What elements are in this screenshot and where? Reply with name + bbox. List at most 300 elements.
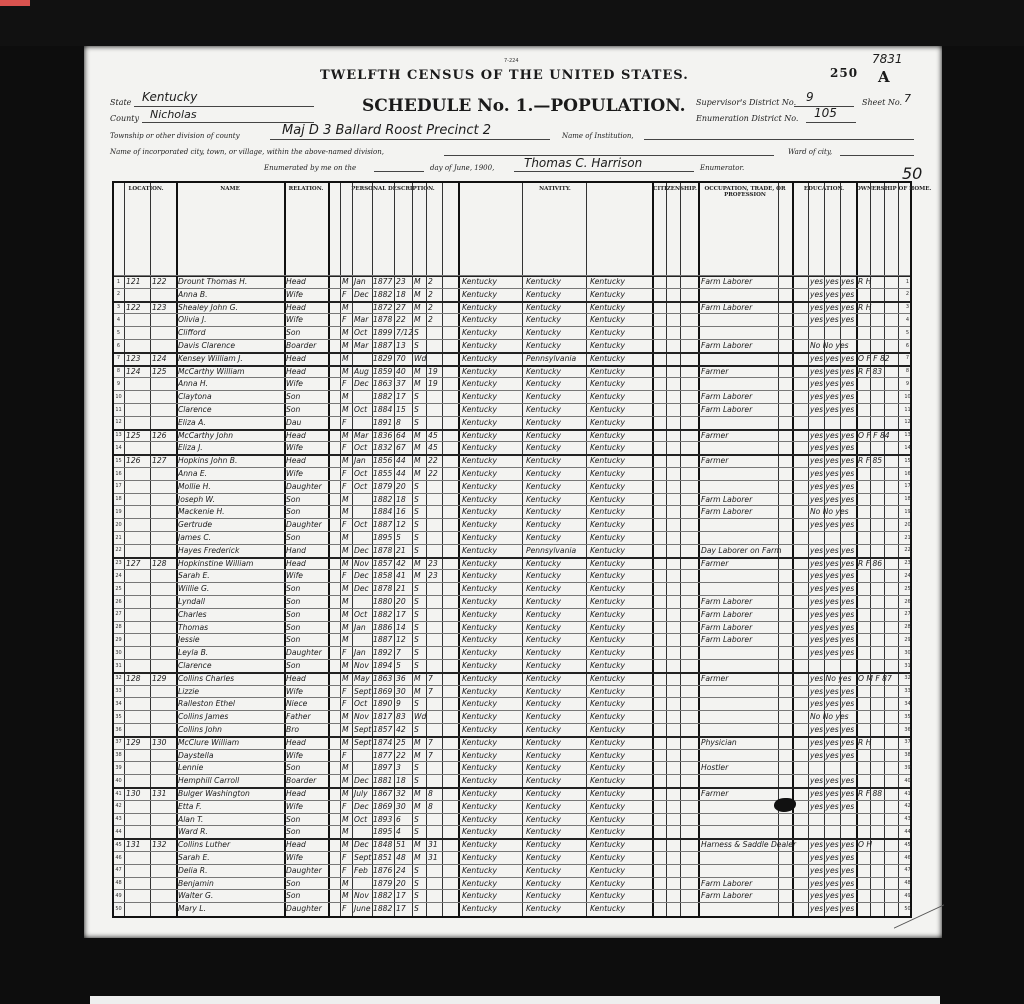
father-birthplace: Kentucky [526,417,562,427]
age: 44 [396,456,406,466]
row-number: 21 [115,534,122,541]
mother-birthplace: Kentucky [590,366,626,376]
marital-status: M [414,430,421,440]
years-married: 8 [428,801,433,811]
occupation: Farm Laborer [701,891,753,901]
person-name: Clarence [178,661,212,670]
years-married: 7 [428,686,433,696]
birthplace: Kentucky [462,699,498,709]
col-group-nativity: NATIVITY. [539,186,571,192]
birthplace: Kentucky [462,302,498,312]
row-rule [114,633,910,634]
home-ownership: R H [858,277,872,286]
birthplace: Kentucky [462,737,498,747]
education: yes yes yes [810,366,855,376]
occupation: Farmer [701,558,729,568]
mother-birthplace: Kentucky [590,840,626,850]
father-birthplace: Kentucky [526,597,562,606]
age: 13 [396,341,406,350]
row-number: 28 [115,624,122,631]
row-number-right: 7 [905,355,910,362]
marital-status: S [414,481,419,491]
age: 7 [396,648,401,658]
birthplace: Kentucky [462,481,498,491]
ward-rule [840,155,914,156]
row-number-right: 49 [904,892,911,899]
education: yes yes yes [810,750,855,760]
sex: M [342,635,349,645]
mother-birthplace: Kentucky [590,648,626,658]
row-number: 1 [116,278,121,285]
marital-status: M [414,789,421,798]
col-group-name: NAME [220,186,240,192]
row-number-right: 37 [904,739,911,746]
row-number: 3 [116,304,121,311]
row-rule [114,723,910,724]
relation: Head [286,430,306,440]
mother-birthplace: Kentucky [590,853,626,862]
birth-month: Feb [354,865,368,875]
sex: M [342,827,349,837]
birth-year: 1878 [373,584,393,594]
form-number: 7-224 [504,58,519,64]
family-number: 126 [152,430,167,440]
years-married: 31 [428,840,438,850]
sex: F [342,853,347,862]
sex: M [342,277,349,286]
birthplace: Kentucky [462,571,498,581]
birth-month: Aug [354,366,369,376]
birth-year: 1879 [373,878,393,888]
sex: M [342,891,349,901]
mother-birthplace: Kentucky [590,814,626,824]
person-name: Anna B. [178,289,208,299]
person-name: Ralleston Ethel [178,699,235,709]
mother-birthplace: Kentucky [590,341,626,350]
birth-year: 1851 [373,853,393,862]
birthplace: Kentucky [462,289,498,299]
education: yes yes yes [810,853,855,862]
birth-year: 1877 [373,277,393,286]
person-name: Drount Thomas H. [178,277,248,286]
mother-birthplace: Kentucky [590,635,626,645]
marital-status: Wd [414,353,427,363]
years-married: 31 [428,853,438,862]
mother-birthplace: Kentucky [590,878,626,888]
marital-status: S [414,648,419,658]
mother-birthplace: Kentucky [590,622,626,632]
enumerator-label: Enumerator. [700,164,745,172]
birth-month: Mar [354,430,369,440]
enumerator-name: Thomas C. Harrison [524,156,643,170]
years-married: 7 [428,737,433,747]
father-birthplace: Kentucky [526,648,562,658]
sex: M [342,545,349,555]
birth-year: 1882 [373,494,393,504]
person-name: Collins James [178,712,229,722]
sex: F [342,699,347,709]
birth-year: 1867 [373,789,393,798]
home-ownership: R F 85 [858,456,883,466]
birthplace: Kentucky [462,827,498,837]
father-birthplace: Kentucky [526,405,562,414]
row-rule [114,761,910,762]
birthplace: Kentucky [462,430,498,440]
row-number-right: 36 [904,726,911,733]
age: 5 [396,661,401,670]
dwelling-number: 127 [126,558,141,568]
relation: Head [286,789,306,798]
home-ownership: O H [858,840,873,850]
age: 4 [396,827,401,837]
enumerator-rule [514,171,694,172]
person-name: Thomas [178,622,209,632]
mother-birthplace: Kentucky [590,315,626,325]
occupation: Farmer [701,430,729,440]
birthplace: Kentucky [462,891,498,901]
mother-birthplace: Kentucky [590,661,626,670]
age: 83 [396,712,406,722]
birth-month: Jan [354,622,366,632]
incorporated-label: Name of incorporated city, town, or village, within the above-named division, [110,148,384,156]
person-name: McCarthy William [178,366,245,376]
row-rule [114,569,910,570]
scan-bottom-strip [90,996,940,1004]
relation: Wife [286,443,303,453]
col-rule [652,183,654,916]
age: 17 [396,891,406,901]
row-number: 37 [115,739,122,746]
father-birthplace: Pennsylvania [526,545,577,555]
dwelling-number: 128 [126,673,141,683]
years-married: 7 [428,750,433,760]
birthplace: Kentucky [462,456,498,466]
row-number: 13 [115,432,122,439]
occupation: Farmer [701,366,729,376]
age: 18 [396,776,406,786]
sex: M [342,353,349,363]
sex: M [342,507,349,517]
birth-year: 1892 [373,648,393,658]
person-name: Claytona [178,392,212,402]
father-birthplace: Kentucky [526,609,562,619]
birth-month: Oct [354,469,368,478]
sex: M [342,609,349,619]
enumeration-district-rule [806,122,856,123]
row-number-right: 29 [904,636,911,643]
row-number-right: 42 [904,803,911,810]
birthplace: Kentucky [462,353,498,363]
family-number: 128 [152,558,167,568]
father-birthplace: Kentucky [526,699,562,709]
birth-year: 1891 [373,417,393,427]
education: yes yes yes [810,289,855,299]
birth-year: 1848 [373,840,393,850]
person-name: Sarah E. [178,571,210,581]
years-married: 19 [428,379,438,389]
census-sheet [84,46,942,938]
person-name: Sarah E. [178,853,210,862]
birthplace: Kentucky [462,558,498,568]
relation: Son [286,494,301,504]
col-rule [124,183,125,916]
age: 14 [396,622,406,632]
person-name: Collins Luther [178,840,231,850]
row-number: 40 [115,777,122,784]
relation: Son [286,661,301,670]
row-number-right: 50 [904,905,911,912]
row-number: 38 [115,752,122,759]
row-number: 26 [115,598,122,605]
sex: M [342,763,349,773]
sex: M [342,789,349,798]
row-number: 42 [115,803,122,810]
age: 18 [396,289,406,299]
row-rule [114,313,910,314]
occupation: Farm Laborer [701,494,753,504]
years-married: 2 [428,289,433,299]
relation: Daughter [286,520,322,530]
mother-birthplace: Kentucky [590,712,626,722]
col-rule [680,183,681,916]
father-birthplace: Kentucky [526,481,562,491]
relation: Head [286,277,306,286]
birth-month: Sept [354,686,372,696]
row-rule [114,377,910,378]
person-name: Olivia J. [178,315,207,325]
relation: Hand [286,545,306,555]
mother-birthplace: Kentucky [590,533,626,542]
age: 67 [396,443,406,453]
mother-birthplace: Kentucky [590,353,626,363]
relation: Head [286,353,306,363]
birthplace: Kentucky [462,904,498,914]
home-ownership: R F 86 [858,558,883,568]
father-birthplace: Kentucky [526,814,562,824]
sex: M [342,392,349,402]
mother-birthplace: Kentucky [590,801,626,811]
education: yes yes yes [810,558,855,568]
marital-status: S [414,878,419,888]
row-rule [114,877,910,878]
years-married: 2 [428,302,433,312]
birth-month: Jan [354,456,366,466]
home-ownership: R H [858,737,872,747]
marital-status: S [414,405,419,414]
mother-birthplace: Kentucky [590,520,626,530]
education: yes yes yes [810,481,855,491]
birthplace: Kentucky [462,661,498,670]
row-number-right: 38 [904,752,911,759]
township-label: Township or other division of county [110,132,240,140]
mother-birthplace: Kentucky [590,571,626,581]
occupation: Farm Laborer [701,405,753,414]
township-rule [270,139,550,140]
birth-month: Sept [354,737,372,747]
person-name: Leyla B. [178,648,209,658]
row-number-right: 30 [904,649,911,656]
age: 20 [396,878,406,888]
education: yes yes yes [810,545,855,555]
sex: F [342,904,347,914]
father-birthplace: Kentucky [526,789,562,798]
birth-year: 1878 [373,545,393,555]
years-married: 45 [428,443,438,453]
education: yes yes yes [810,737,855,747]
person-name: Willie G. [178,584,210,594]
years-married: 2 [428,277,433,286]
marital-status: M [414,379,421,389]
birthplace: Kentucky [462,341,498,350]
education: yes yes yes [810,430,855,440]
education: yes yes yes [810,699,855,709]
row-number-right: 13 [904,432,911,439]
occupation: Farm Laborer [701,635,753,645]
col-group-education: EDUCATION. [803,186,845,192]
relation: Son [286,827,301,837]
sex: F [342,379,347,389]
scan-top-border [0,0,1024,46]
birth-year: 1893 [373,814,393,824]
birth-year: 1882 [373,392,393,402]
row-number: 14 [115,444,122,451]
birthplace: Kentucky [462,725,498,734]
father-birthplace: Kentucky [526,878,562,888]
education: yes yes yes [810,520,855,530]
education: yes yes yes [810,597,855,606]
birth-month: Dec [354,379,369,389]
person-name: Mollie H. [178,481,211,491]
father-birthplace: Kentucky [526,443,562,453]
col-rule [884,183,885,916]
marital-status: M [414,737,421,747]
person-name: Charles [178,609,207,619]
row-number-right: 4 [905,316,910,323]
supervisor-label: Supervisor's District No. [696,98,797,107]
birth-year: 1863 [373,673,393,683]
years-married: 19 [428,366,438,376]
row-number: 24 [115,572,122,579]
state-value: Kentucky [142,90,198,104]
row-number-right: 41 [904,790,911,797]
sex: M [342,878,349,888]
sex: F [342,315,347,325]
supervisor-value: 9 [806,90,814,104]
relation: Head [286,673,306,683]
col-rule [870,183,871,916]
row-number: 34 [115,700,122,707]
ward-label: Ward of city, [788,148,833,156]
row-rule [114,813,910,814]
mother-birthplace: Kentucky [590,699,626,709]
occupation: Farmer [701,673,729,683]
home-ownership: O M F 87 [858,673,892,683]
birth-year: 1884 [373,507,393,517]
person-name: Kensey William J. [178,353,243,363]
family-number: 129 [152,673,167,683]
row-rule [114,480,910,481]
sheet-label: Sheet No. [862,98,903,107]
row-number: 45 [115,841,122,848]
row-rule [114,493,910,494]
birthplace: Kentucky [462,853,498,862]
relation: Wife [286,571,303,581]
education: yes yes yes [810,622,855,632]
person-name: Bulger Washington [178,789,250,798]
education: yes yes yes [810,277,855,286]
birth-month: Dec [354,840,369,850]
birthplace: Kentucky [462,789,498,798]
sex: M [342,558,349,568]
relation: Son [286,763,301,773]
birthplace: Kentucky [462,392,498,402]
father-birthplace: Kentucky [526,558,562,568]
education: yes yes yes [810,469,855,478]
row-number-right: 28 [904,624,911,631]
mother-birthplace: Kentucky [590,673,626,683]
education: No No yes [810,507,849,517]
education: yes yes yes [810,443,855,453]
row-number: 48 [115,880,122,887]
sex: M [342,737,349,747]
relation: Wife [286,469,303,478]
family-number: 132 [152,840,167,850]
person-name: Alan T. [178,814,204,824]
marital-status: S [414,507,419,517]
sex: M [342,584,349,594]
father-birthplace: Kentucky [526,776,562,786]
marital-status: S [414,827,419,837]
relation: Head [286,366,306,376]
marital-status: S [414,533,419,542]
person-name: Benjamin [178,878,214,888]
years-married: 23 [428,571,438,581]
col-group-relation: RELATION. [288,186,324,192]
state-label: State [110,98,132,107]
education: yes yes yes [810,405,855,414]
marital-status: M [414,840,421,850]
mother-birthplace: Kentucky [590,379,626,389]
birthplace: Kentucky [462,622,498,632]
marital-status: Wd [414,712,427,722]
sex: F [342,417,347,427]
row-number-right: 39 [904,764,911,771]
home-ownership: O F F 82 [858,353,890,363]
col-rule [328,183,330,916]
birth-month: Jan [354,277,366,286]
occupation: Hostler [701,763,729,773]
age: 24 [396,865,406,875]
birth-month: Nov [354,661,369,670]
father-birthplace: Kentucky [526,635,562,645]
birth-month: Dec [354,289,369,299]
mother-birthplace: Kentucky [590,507,626,517]
relation: Son [286,405,301,414]
col-rule [412,183,413,916]
col-rule [426,183,427,916]
occupation: Farmer [701,456,729,466]
birthplace: Kentucky [462,686,498,696]
row-rule [114,582,910,583]
marital-status: S [414,763,419,773]
row-rule [114,608,910,609]
mother-birthplace: Kentucky [590,891,626,901]
row-number-right: 35 [904,713,911,720]
col-rule [340,183,341,916]
relation: Head [286,840,306,850]
relation: Bro [286,725,299,734]
relation: Son [286,507,301,517]
